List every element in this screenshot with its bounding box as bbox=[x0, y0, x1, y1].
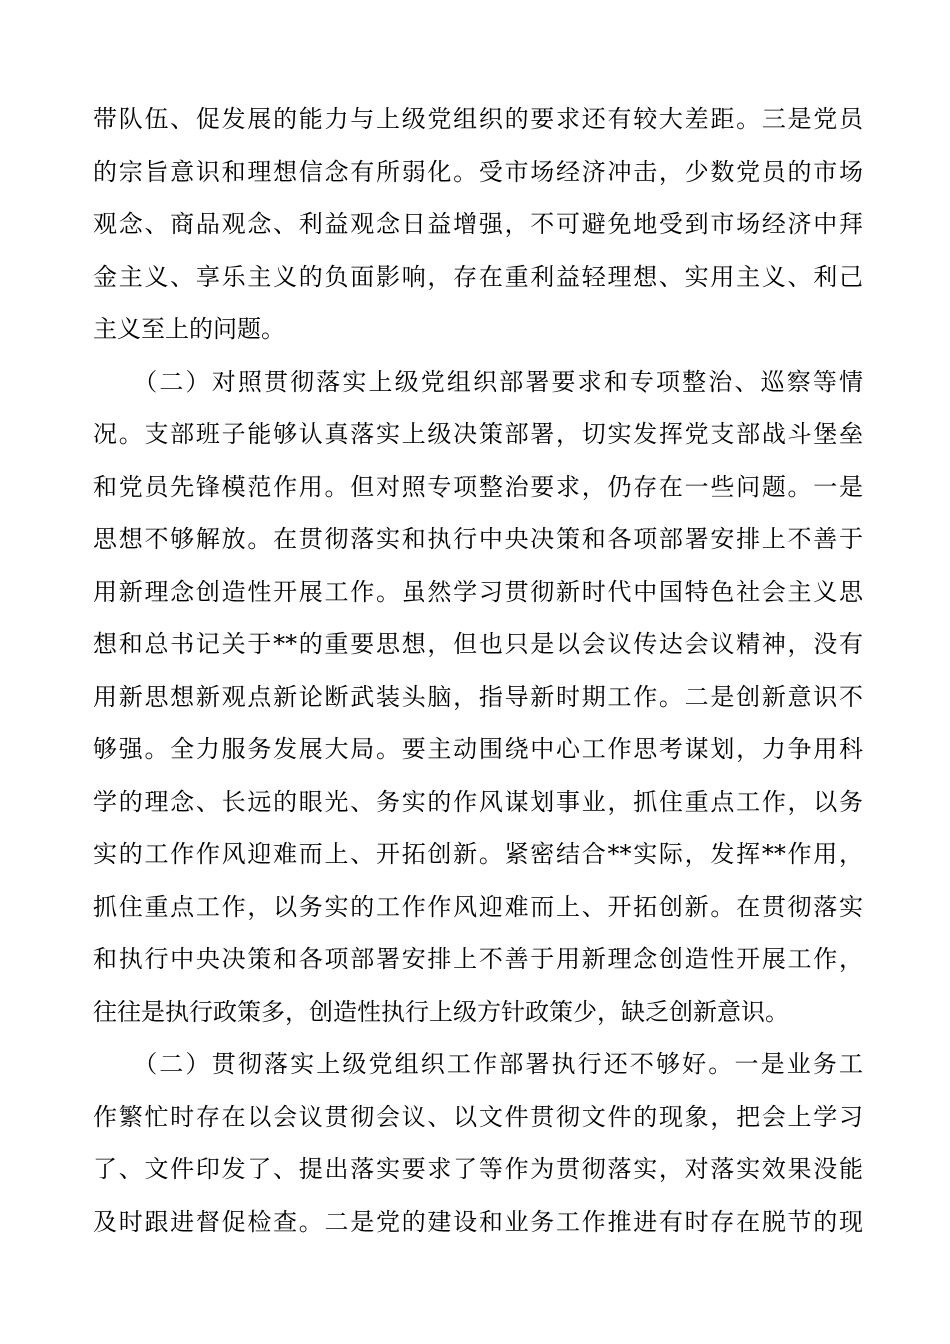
text-line: 带队伍、促发展的能力与上级党组织的要求还有较大差距。三是党员 bbox=[93, 105, 863, 133]
text-line: 够强。全力服务发展大局。要主动围绕中心工作思考谋划，力争用科 bbox=[93, 735, 863, 763]
text-line: 了、文件印发了、提出落实要求了等作为贯彻落实，对落实效果没能 bbox=[93, 1155, 863, 1183]
text-line: 作繁忙时存在以会议贯彻会议、以文件贯彻文件的现象，把会上学习 bbox=[93, 1102, 863, 1131]
text-line: 用新理念创造性开展工作。虽然学习贯彻新时代中国特色社会主义思 bbox=[93, 577, 863, 606]
text-line: 的宗旨意识和理想信念有所弱化。受市场经济冲击，少数党员的市场 bbox=[93, 157, 863, 186]
document-body bbox=[93, 93, 863, 1248]
text-line: 学的理念、长远的眼光、务实的作风谋划事业，抓住重点工作，以务 bbox=[93, 787, 863, 816]
text-line: 及时跟进督促检查。二是党的建设和业务工作推进有时存在脱节的现 bbox=[93, 1207, 863, 1236]
text-line: 往往是执行政策多，创造性执行上级方针政策少，缺乏创新意识。 bbox=[93, 997, 789, 1026]
text-line: 况。支部班子能够认真落实上级决策部署，切实发挥党支部战斗堡垒 bbox=[93, 420, 863, 448]
text-line: 主义至上的问题。 bbox=[93, 315, 285, 343]
text-line: 思想不够解放。在贯彻落实和执行中央决策和各项部署安排上不善于 bbox=[93, 525, 863, 553]
text-line: （二）贯彻落实上级党组织工作部署执行还不够好。一是业务工 bbox=[93, 1050, 863, 1078]
text-line: 实的工作作风迎难而上、开拓创新。紧密结合**实际，发挥**作用， bbox=[93, 840, 863, 868]
text-line: 和执行中央决策和各项部署安排上不善于用新理念创造性开展工作， bbox=[93, 945, 863, 973]
text-line: 用新思想新观点新论断武装头脑，指导新时期工作。二是创新意识不 bbox=[93, 682, 863, 711]
text-line: （二）对照贯彻落实上级党组织部署要求和专项整治、巡察等情 bbox=[93, 367, 863, 396]
text-line: 想和总书记关于**的重要思想，但也只是以会议传达会议精神，没有 bbox=[93, 630, 863, 658]
text-line: 抓住重点工作，以务实的工作作风迎难而上、开拓创新。在贯彻落实 bbox=[93, 892, 863, 921]
text-line: 观念、商品观念、利益观念日益增强，不可避免地受到市场经济中拜 bbox=[93, 210, 863, 238]
text-line: 金主义、享乐主义的负面影响，存在重利益轻理想、实用主义、利己 bbox=[93, 262, 863, 291]
text-line: 和党员先锋模范作用。但对照专项整治要求，仍存在一些问题。一是 bbox=[93, 472, 863, 501]
